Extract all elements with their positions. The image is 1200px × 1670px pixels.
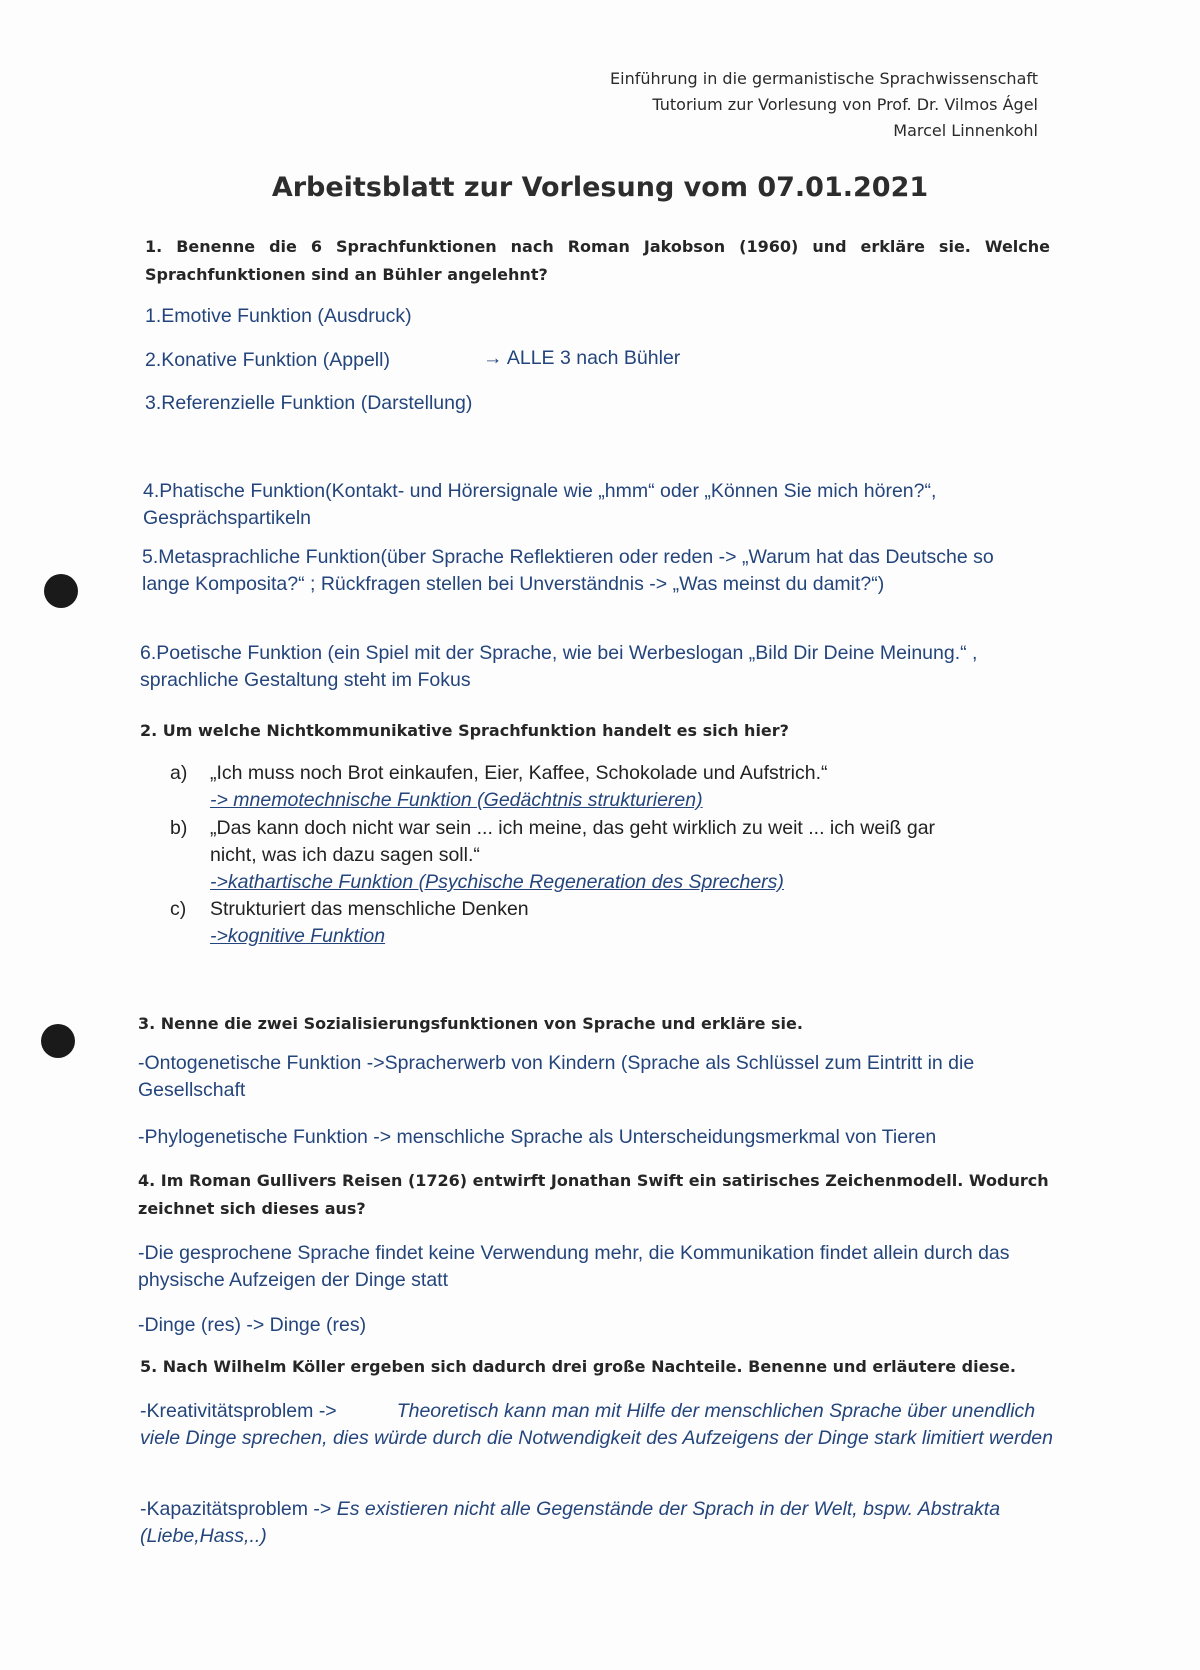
- answer-1-1: 1.Emotive Funktion (Ausdruck): [145, 305, 412, 327]
- subitem-text: „Ich muss noch Brot einkaufen, Eier, Kaffee, Schokolade und Aufstrich.“: [210, 762, 828, 784]
- answer-5-1-lead: -Kreativitätsproblem ->: [140, 1400, 337, 1422]
- question-1: 1. Benenne die 6 Sprachfunktionen nach Roman Jakobson (1960) und erkläre sie. Welche Sprachfunktionen sind an Bühler angelehnt?: [145, 237, 1050, 284]
- answer-5-2: [140, 1496, 1040, 1550]
- answer-5-1-text: Theoretisch kann man mit Hilfe der menschlichen Sprache über unendlich viele Dinge sprechen, dies würde durch die Notwendigkeit des Aufzeigens der Dinge stark limitiert werden: [140, 1400, 1053, 1449]
- answer-4-1: -Die gesprochene Sprache findet keine Verwendung mehr, die Kommunikation findet allein durch das physische Aufzeigen der Dinge statt: [138, 1242, 1010, 1291]
- answer-3-2: -Phylogenetische Funktion -> menschliche Sprache als Unterscheidungsmerkmal von Tieren: [138, 1126, 937, 1148]
- subitem-answer: ->kathartische Funktion (Psychische Regeneration des Sprechers): [210, 871, 784, 893]
- answer-5-2-text: Es existieren nicht alle Gegenstände der Sprach in der Welt, bspw. Abstrakta (Liebe,Hass,..): [140, 1498, 1001, 1547]
- punch-hole-bottom: [41, 1024, 75, 1058]
- answer-1-6: 6.Poetische Funktion (ein Spiel mit der Sprache, wie bei Werbeslogan „Bild Dir Deine Meinung.“ , sprachliche Gestaltung steht im Fokus: [140, 642, 978, 691]
- subitem-label: b): [170, 817, 188, 839]
- subitem-label: c): [170, 898, 187, 920]
- subitem-label: a): [170, 762, 188, 784]
- answer-3-1: -Ontogenetische Funktion ->Spracherwerb von Kindern (Sprache als Schlüssel zum Eintritt in die Gesellschaft: [138, 1052, 975, 1101]
- question-2: 2. Um welche Nichtkommunikative Sprachfunktion handelt es sich hier?: [140, 721, 789, 740]
- answer-1-3: 3.Referenzielle Funktion (Darstellung): [145, 392, 473, 414]
- subitem-text: Strukturiert das menschliche Denken: [210, 898, 529, 920]
- tutorial-info: Tutorium zur Vorlesung von Prof. Dr. Vilmos Ágel: [652, 95, 1038, 114]
- author-name: Marcel Linnenkohl: [893, 121, 1038, 140]
- punch-hole-top: [44, 574, 78, 608]
- question-5: 5. Nach Wilhelm Köller ergeben sich dadurch drei große Nachteile. Benenne und erläutere diese.: [140, 1357, 1016, 1376]
- answer-1-2-note: → ALLE 3 nach Bühler: [483, 347, 681, 369]
- answer-1-5: 5.Metasprachliche Funktion(über Sprache Reflektieren oder reden -> „Warum hat das Deutsche so lange Komposita?“ ; Rückfragen stellen bei Unverständnis -> „Was meinst du damit?“): [142, 546, 994, 595]
- subitem-answer: -> mnemotechnische Funktion (Gedächtnis strukturieren): [210, 789, 703, 811]
- course-header: [610, 66, 1038, 144]
- question-4: 4. Im Roman Gullivers Reisen (1726) entwirft Jonathan Swift ein satirisches Zeichenmodell. Wodurch zeichnet sich dieses aus?: [138, 1171, 1049, 1218]
- answer-5-1: [140, 1398, 1060, 1452]
- subitem-text: „Das kann doch nicht war sein ... ich meine, das geht wirklich zu weit ... ich weiß gar: [210, 817, 936, 839]
- answer-4-2: -Dinge (res) -> Dinge (res): [138, 1314, 367, 1336]
- page-title: Arbeitsblatt zur Vorlesung vom 07.01.2021: [271, 172, 929, 203]
- course-title: Einführung in die germanistische Sprachwissenschaft: [610, 69, 1038, 88]
- subitem-answer: ->kognitive Funktion: [210, 925, 386, 947]
- question-3: 3. Nenne die zwei Sozialisierungsfunktionen von Sprache und erkläre sie.: [138, 1014, 803, 1033]
- answer-5-2-lead: -Kapazitätsproblem ->: [140, 1498, 332, 1520]
- subitem-text-line2: nicht, was ich dazu sagen soll.“: [210, 844, 480, 866]
- answer-1-2: 2.Konative Funktion (Appell): [145, 349, 390, 371]
- answer-1-4: 4.Phatische Funktion(Kontakt- und Hörersignale wie „hmm“ oder „Können Sie mich hören?“, Gesprächspartikeln: [143, 480, 937, 529]
